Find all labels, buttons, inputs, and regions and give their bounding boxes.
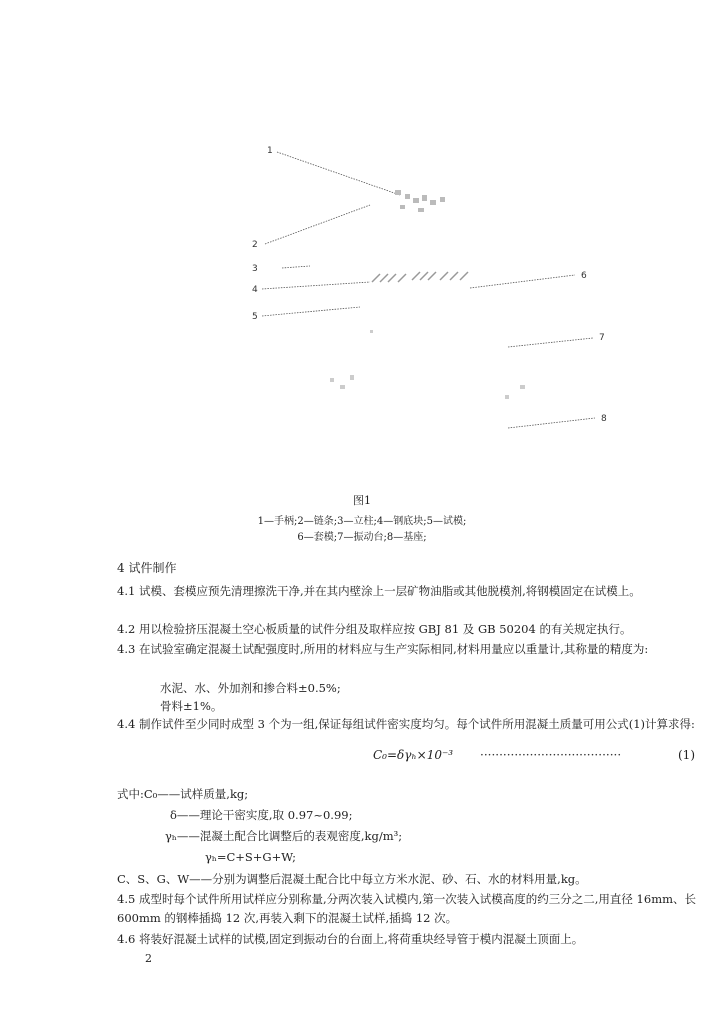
figure-legend-line-1: 1—手柄;2—链条;3—立柱;4—钢底块;5—试模; [257, 516, 467, 527]
apparatus-base [330, 330, 525, 399]
leader-line-4 [262, 282, 370, 289]
figure-label-3: 3 [252, 264, 258, 274]
apparatus-hatching [372, 272, 468, 282]
precision-item-b: 骨料±1%。 [160, 699, 223, 713]
leader-line-1 [277, 152, 400, 195]
paragraph-4-1: 4.1 试模、套模应预先清理擦洗干净,并在其内壁涂上一层矿物油脂或其他脱模剂,将钢模固定在试模上。 [117, 584, 641, 598]
formula-leader: ····································· [480, 748, 622, 762]
paragraph-4-3: 4.3 在试验室确定混凝土试配强度时,所用的材料应与生产实际相同,材料用量应以重量计,其称量的精度为: [117, 642, 649, 656]
where-line-3: γₕ——混凝土配合比调整后的表观密度,kg/m³; [165, 829, 403, 843]
paragraph-4-2: 4.2 用以检验挤压混凝土空心板质量的试件分组及取样应按 GBJ 81 及 GB 50204 的有关规定执行。 [117, 622, 632, 636]
figure-title: 图1 [353, 494, 371, 507]
where-line-5: C、S、G、W——分别为调整后混凝土配合比中每立方米水泥、砂、石、水的材料用量,kg。 [117, 872, 587, 886]
leader-line-7 [508, 338, 593, 347]
equation-number: (1) [678, 748, 695, 762]
precision-item-a: 水泥、水、外加剂和掺合料±0.5%; [160, 681, 341, 695]
apparatus-drawing [395, 190, 445, 212]
figure-label-5: 5 [252, 312, 258, 322]
figure-legend-line-2: 6—套模;7—振动台;8—基座; [297, 532, 427, 543]
apparatus-figure [0, 0, 724, 500]
where-line-1: 式中:C₀——试样质量,kg; [117, 787, 249, 801]
where-line-4: γₕ=C+S+G+W; [205, 850, 296, 864]
figure-label-7: 7 [599, 333, 605, 343]
paragraph-4-5: 4.5 成型时每个试件所用试样应分别称量,分两次装入试模内,第一次装入试模高度的约三分之二,用直径 16mm、长 600mm 的钢棒插捣 12 次,再装入剩下的混凝土试样,插捣 12 次。 [117, 892, 697, 925]
leader-line-8 [508, 418, 595, 428]
figure-label-8: 8 [601, 414, 607, 424]
leader-line-5 [262, 307, 360, 316]
figure-label-6: 6 [581, 271, 587, 281]
where-line-2: δ——理论干密实度,取 0.97~0.99; [170, 808, 353, 822]
page-number: 2 [145, 952, 152, 965]
figure-label-2: 2 [252, 240, 258, 250]
figure-label-4: 4 [252, 285, 258, 295]
section-heading: 4 试件制作 [117, 561, 177, 575]
paragraph-4-4: 4.4 制作试件至少同时成型 3 个为一组,保证每组试件密实度均匀。每个试件所用混凝土质量可用公式(1)计算求得: [117, 717, 695, 731]
formula-1: C₀=δγₕ×10⁻³ [373, 748, 454, 762]
figure-label-1: 1 [267, 146, 273, 156]
leader-line-2 [265, 205, 370, 244]
leader-line-6 [470, 275, 575, 288]
leader-line-3 [282, 266, 310, 268]
paragraph-4-6: 4.6 将装好混凝土试样的试模,固定到振动台的台面上,将荷重块经导管于模内混凝土顶面上。 [117, 932, 584, 946]
